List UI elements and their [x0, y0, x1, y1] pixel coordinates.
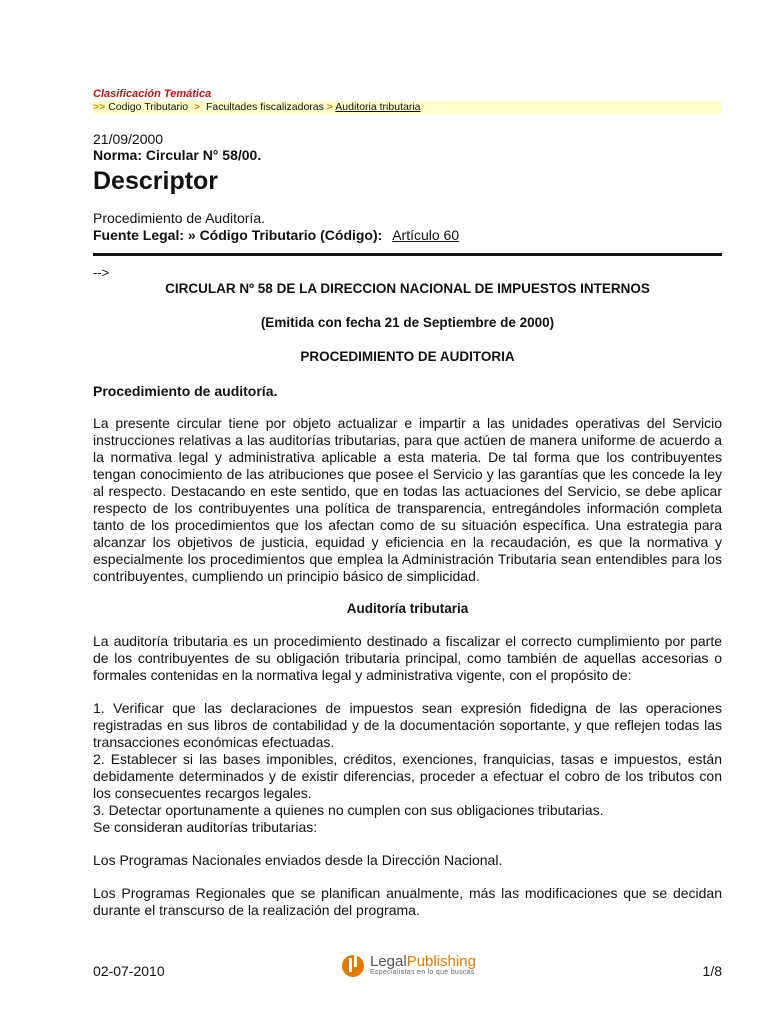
breadcrumb-separator: >: [194, 101, 201, 113]
breadcrumb-item-facultades[interactable]: Facultades fiscalizadoras: [205, 101, 324, 113]
descriptor-title: Descriptor: [93, 167, 219, 195]
definition-paragraph: La auditoría tributaria es un procedimiento destinado a fiscalizar el correcto cumplimiento por parte de los contribuyentes de su obligación tributaria principal, como también de aquellas accesorias o formales contenidas en la normativa legal y administrativa vigente, con el propósito de:: [93, 633, 722, 683]
list-item: 3. Detectar oportunamente a quienes no cumplen con sus obligaciones tributarias.: [93, 802, 604, 818]
procedimiento-text: Procedimiento de Auditoría.: [93, 210, 265, 226]
emission-date-heading: (Emitida con fecha 21 de Septiembre de 2000): [260, 315, 555, 330]
arrow-text: -->: [93, 265, 110, 280]
procedure-heading: PROCEDIMIENTO DE AUDITORIA: [300, 349, 515, 364]
logo-word-publishing: Publishing: [406, 953, 476, 970]
regional-programs-paragraph: Los Programas Regionales que se planifican anualmente, más las modificaciones que se decidan durante el transcurso de la realización del programa.: [93, 885, 722, 918]
breadcrumb-item-codigo[interactable]: Codigo Tributario: [108, 101, 189, 113]
breadcrumb-item-auditoria[interactable]: Auditoria tributaria: [335, 101, 421, 113]
intro-paragraph: La presente circular tiene por objeto actualizar e impartir a las unidades operativas del Servicio instrucciones relativas a las auditorías tributarias, para que actúen de manera uniforme de acuerdo a la normativa legal y administrativa aplicable a esta materia. De tal forma que los contribuyentes tengan conocimiento de las atribuciones que posee el Servicio y las garantías que les concede la ley al respecto. Destacando en este sentido, que en todas las actuaciones del Servicio, se debe aplicar respecto de los contribuyentes una política de transparencia, entregándoles información completa tanto de los procedimientos que los afectan como de su situación específica. Una estrategia para alcanzar los objetivos de justicia, equidad y eficiencia en la recaudación, es que la normativa y especialmente los procedimientos que emplea la Administración Tributaria sean entendibles para los contribuyentes, cumpliendo un principio básico de simplicidad.: [93, 415, 722, 584]
section-title: Auditoría tributaria: [346, 601, 469, 616]
list-item: 2. Establecer si las bases imponibles, créditos, exenciones, franquicias, tasas e impuestos, están debidamente determinados y de existir diferencias, proceder a efectuar el cobro de los tributos con los consecuentes recargos legales.: [93, 751, 722, 801]
breadcrumb: [93, 101, 722, 114]
circular-heading: CIRCULAR Nº 58 DE LA DIRECCION NACIONAL DE IMPUESTOS INTERNOS: [165, 281, 650, 296]
divider: [93, 253, 722, 256]
legalpublishing-logo: [340, 950, 480, 980]
logo-mark-icon: [340, 950, 368, 978]
list-footer: Se consideran auditorías tributarias:: [93, 819, 318, 835]
logo-tagline: Especialistas en lo que buscas: [370, 969, 475, 976]
logo-word-legal: Legal: [370, 953, 407, 970]
breadcrumb-arrow: >>: [93, 101, 106, 113]
document-date: 21/09/2000: [93, 131, 164, 147]
breadcrumb-separator: >: [326, 101, 333, 113]
norma-label: Norma: Circular N° 58/00.: [93, 147, 262, 163]
page-number: 1/8: [702, 963, 722, 979]
fuente-legal-label: Fuente Legal: » Código Tributario (Código):: [93, 227, 383, 243]
articulo-link[interactable]: Artículo 60: [392, 227, 460, 243]
document-page: [93, 88, 722, 919]
procedure-subheading: Procedimiento de auditoría.: [93, 383, 278, 399]
objectives-list: [93, 700, 722, 836]
clasificacion-title: Clasificación Temática: [93, 88, 212, 100]
logo-wordmark: [370, 953, 476, 970]
footer-date: 02-07-2010: [93, 963, 165, 979]
fuente-legal: [93, 226, 722, 244]
national-programs-paragraph: Los Programas Nacionales enviados desde la Dirección Nacional.: [93, 852, 503, 868]
list-item: 1. Verificar que las declaraciones de impuestos sean expresión fidedigna de las operaciones registradas en sus libros de contabilidad y de la documentación soportante, y que reflejen todas las transacciones económicas efectuadas.: [93, 700, 722, 750]
